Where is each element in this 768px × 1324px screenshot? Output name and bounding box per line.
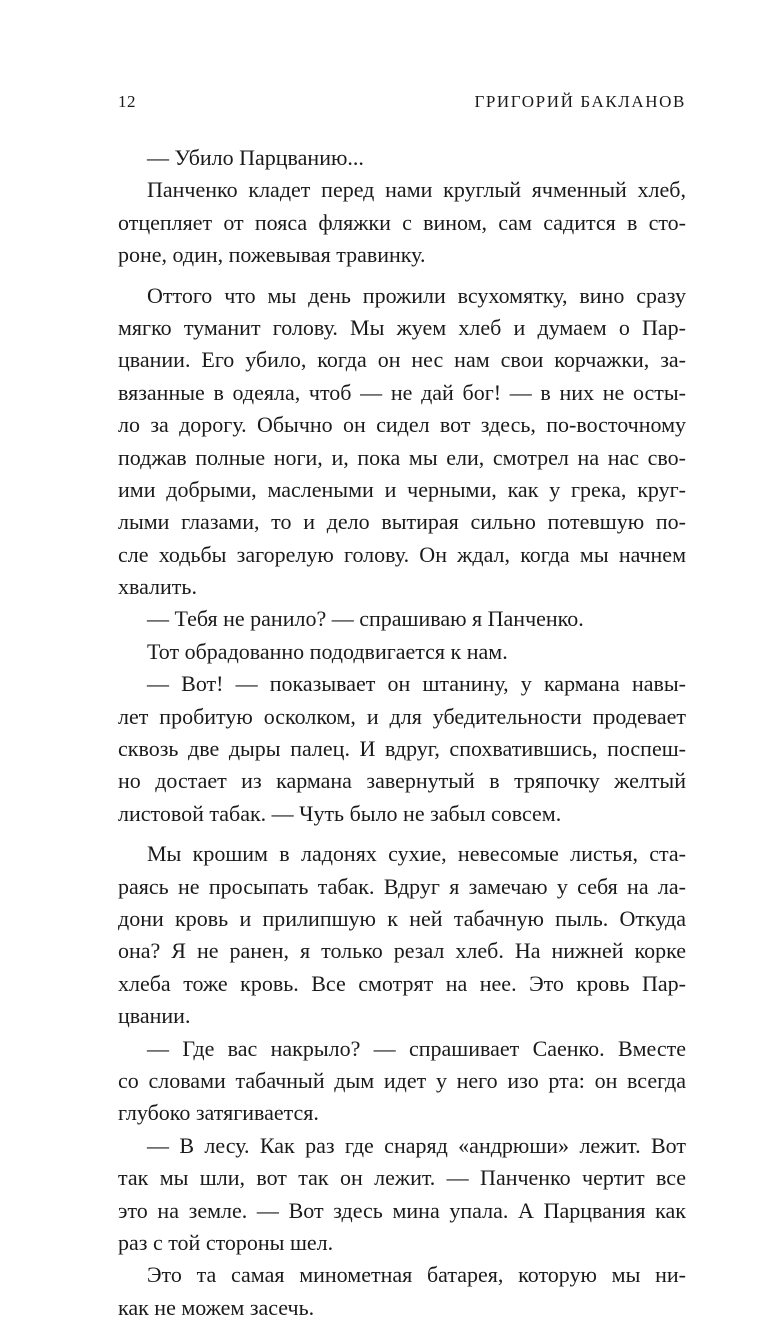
- text-line: раз с той стороны шел.: [118, 1229, 334, 1255]
- text-line: глубоко затягивается.: [118, 1100, 319, 1126]
- text-line: роне, один, пожевывая травинку.: [118, 242, 426, 268]
- text-line: цвании. Его убило, когда он нес нам свои корчажки, за-: [118, 347, 686, 373]
- text-line: дони кровь и прилипшую к ней табачную пыль. Откуда: [118, 905, 686, 931]
- body-text: [118, 142, 686, 1324]
- text-line: как не можем засечь.: [118, 1294, 315, 1320]
- page-header: [118, 92, 686, 116]
- text-line: сле ходьбы загорелую голову. Он ждал, когда мы начнем: [118, 541, 686, 567]
- text-line: — Убило Парцванию...: [147, 145, 364, 170]
- text-line: Оттого что мы день прожили всухомятку, вино сразу: [147, 282, 686, 308]
- running-title: ГРИГОРИЙ БАКЛАНОВ: [474, 92, 686, 111]
- text-line: Мы крошим в ладонях сухие, невесомые листья, ста-: [147, 841, 686, 867]
- text-line: со словами табачный дым идет у него изо рта: он всегда: [118, 1067, 686, 1093]
- text-line: вязанные в одеяла, чтоб — не дай бог! — в них не осты-: [118, 379, 686, 405]
- text-line: лыми глазами, то и дело вытирая сильно потевшую по-: [118, 509, 686, 535]
- text-line: — Где вас накрыло? — спрашивает Саенко. Вместе: [147, 1035, 686, 1061]
- text-line: Это та самая минометная батарея, которую мы ни-: [147, 1262, 686, 1288]
- text-line: но достает из кармана завернутый в тряпочку желтый: [118, 768, 686, 794]
- text-line: хвалить.: [118, 574, 197, 600]
- text-line: Тот обрадованно пододвигается к нам.: [147, 638, 508, 664]
- text-line: так мы шли, вот так он лежит. — Панченко чертит все: [118, 1165, 686, 1191]
- text-line: ими добрыми, маслеными и черными, как у грека, круг-: [118, 476, 686, 502]
- text-line: — В лесу. Как раз где снаряд «андрюши» лежит. Вот: [147, 1132, 686, 1158]
- text-line: цвании.: [118, 1003, 191, 1029]
- text-line: — Вот! — показывает он штанину, у кармана навы-: [147, 671, 686, 697]
- text-line: Панченко кладет перед нами круглый ячменный хлеб,: [147, 177, 686, 203]
- text-line: лет пробитую осколком, и для убедительности продевает: [118, 703, 686, 729]
- text-line: сквозь две дыры палец. И вдруг, спохватившись, поспеш-: [118, 736, 686, 762]
- text-line: она? Я не ранен, я только резал хлеб. На нижней корке: [118, 938, 686, 964]
- text-line: листовой табак. — Чуть было не забыл совсем.: [118, 800, 562, 826]
- text-line: отцепляет от пояса фляжки с вином, сам садится в сто-: [118, 209, 686, 235]
- text-line: ло за дорогу. Обычно он сидел вот здесь, по-восточному: [118, 412, 686, 438]
- text-line: — Тебя не ранило? — спрашиваю я Панченко.: [147, 606, 584, 632]
- text-line: хлеба тоже кровь. Все смотрят на нее. Это кровь Пар-: [118, 970, 686, 996]
- text-line: раясь не просыпать табак. Вдруг я замечаю у себя на ла-: [118, 873, 686, 899]
- page-number: 12: [118, 92, 136, 111]
- text-line: это на земле. — Вот здесь мина упала. А Парцвания как: [118, 1197, 686, 1223]
- text-line: мягко туманит голову. Мы жуем хлеб и думаем о Пар-: [118, 314, 686, 340]
- text-line: поджав полные ноги, и, пока мы ели, смотрел на нас сво-: [118, 444, 686, 470]
